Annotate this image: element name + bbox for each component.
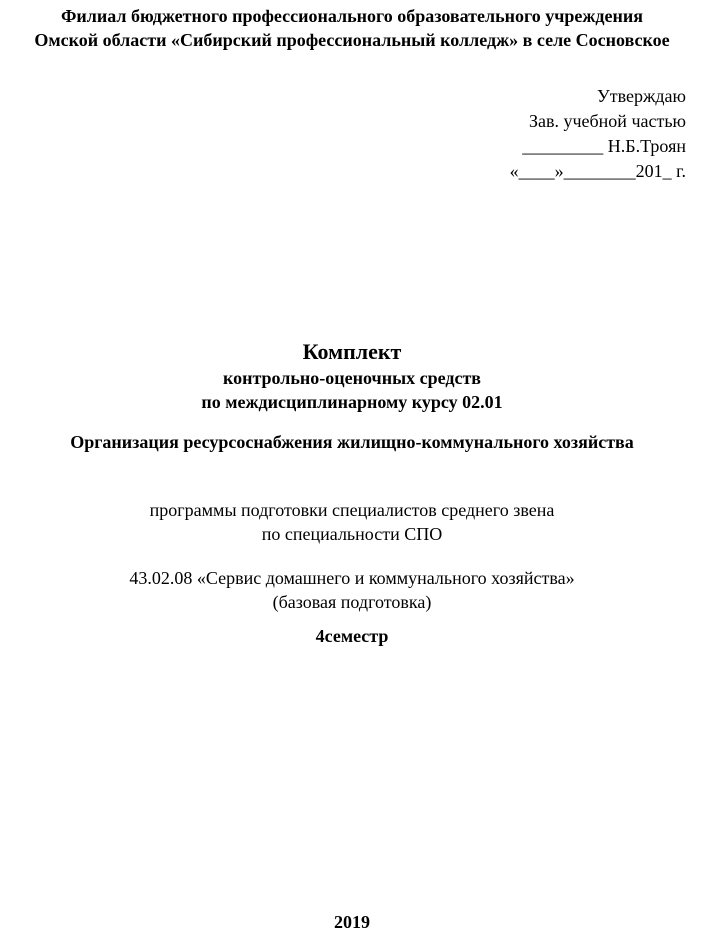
document-year: 2019 — [334, 912, 370, 932]
approval-signature: _________ Н.Б.Троян — [522, 136, 686, 156]
specialty-block — [0, 566, 704, 614]
document-subtitle-2: по междисциплинарному курсу 02.01 — [201, 392, 503, 412]
document-subtitle-1: контрольно-оценочных средств — [222, 368, 482, 388]
program-line-2: по специальности СПО — [261, 524, 443, 544]
institution-header — [0, 4, 704, 52]
semester-label: 4семестр — [315, 626, 389, 646]
document-title-block — [0, 338, 704, 414]
approval-title: Утверждаю — [596, 86, 686, 106]
program-line-1: программы подготовки специалистов среднего звена — [149, 500, 555, 520]
discipline-title: Организация ресурсоснабжения жилищно-коммунального хозяйства — [70, 432, 634, 452]
document-title: Комплект — [302, 339, 402, 364]
program-block — [0, 498, 704, 546]
approval-date: «____»________201_ г. — [509, 161, 686, 181]
institution-line-2: Омской области «Сибирский профессиональный колледж» в селе Сосновское — [34, 30, 670, 50]
approval-position: Зав. учебной частью — [528, 111, 686, 131]
approval-block — [386, 84, 686, 184]
institution-line-1: Филиал бюджетного профессионального образовательного учреждения — [60, 6, 644, 26]
specialty-line-1: 43.02.08 «Сервис домашнего и коммунального хозяйства» — [129, 568, 575, 588]
specialty-line-2: (базовая подготовка) — [272, 592, 432, 612]
